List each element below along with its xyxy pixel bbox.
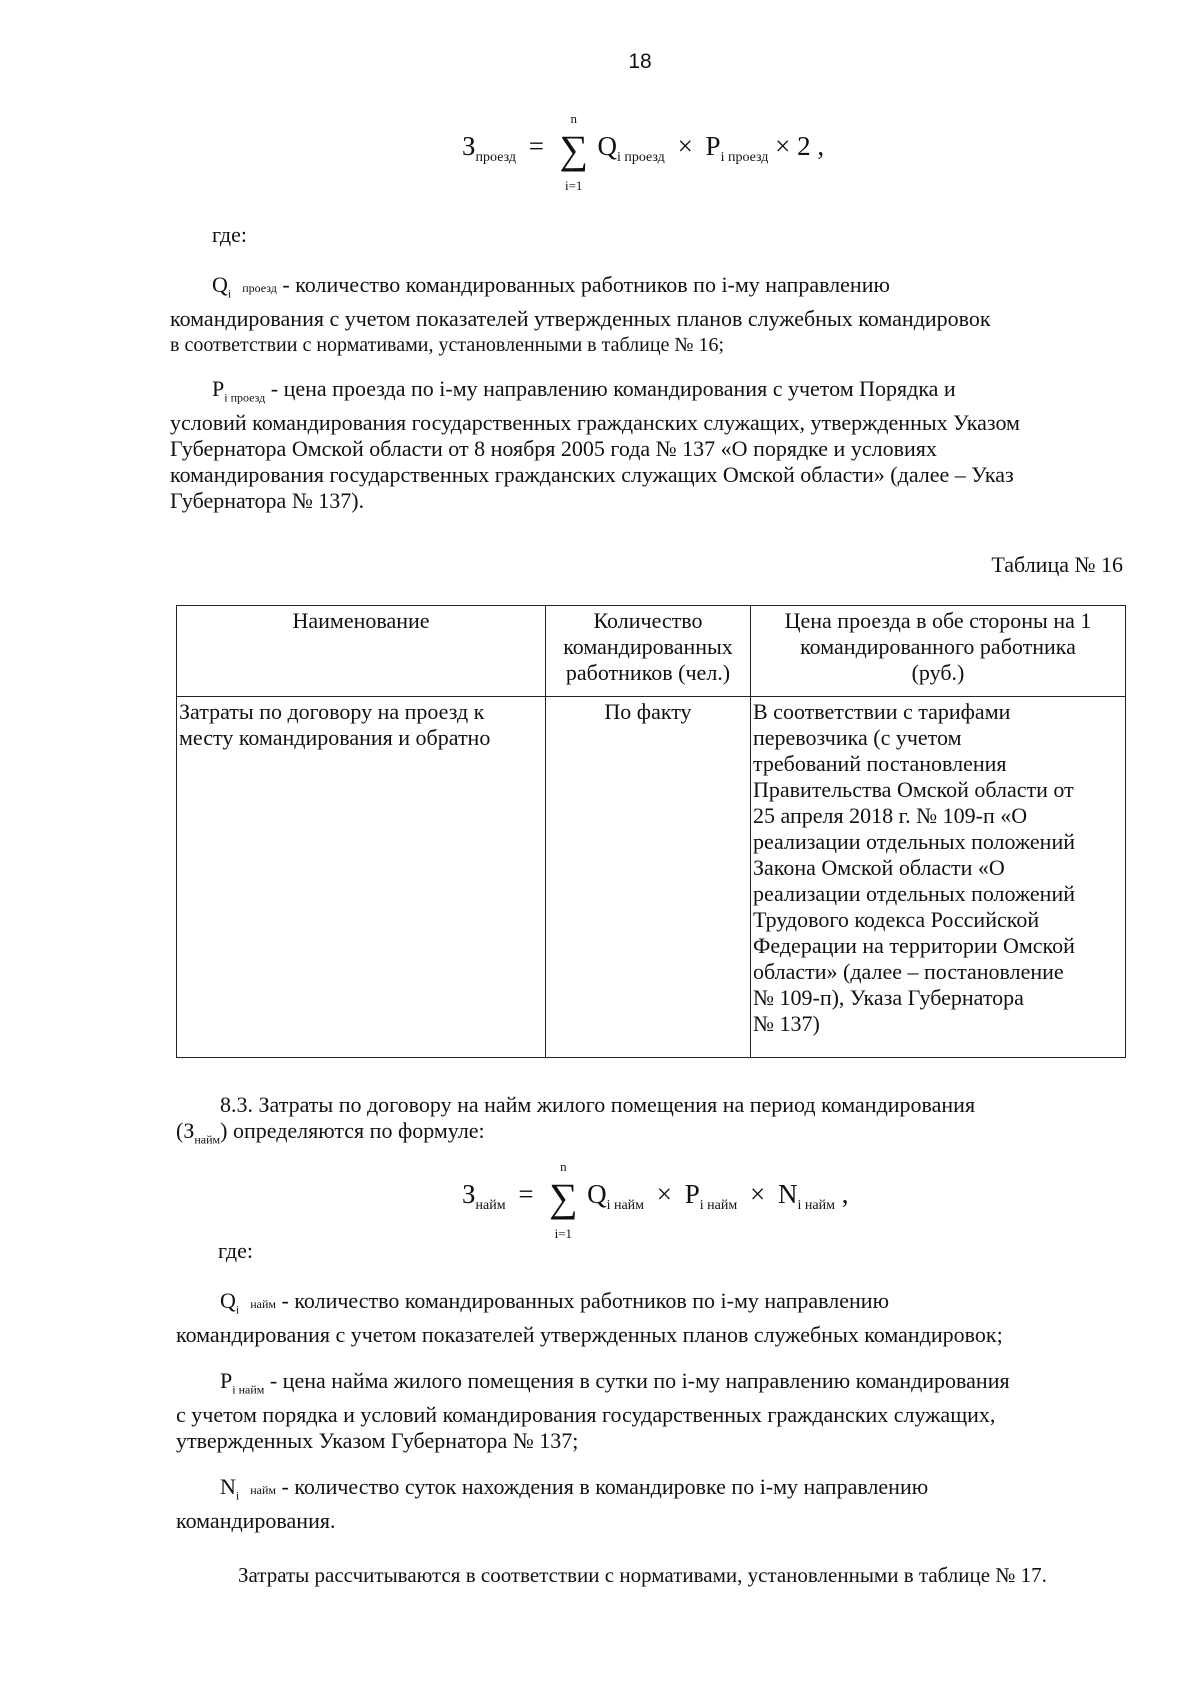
p2-symbol: P <box>220 1368 233 1393</box>
header-count-line: командированных <box>563 634 733 659</box>
sigma-symbol: ∑ n i=1 <box>546 1178 580 1218</box>
header-price-line: командированного работника <box>800 634 1076 659</box>
where-label-1: где: <box>212 222 247 247</box>
header-count <box>546 606 751 697</box>
formula-q-sub: i проезд <box>616 150 665 165</box>
p-def-line-2: условий командирования государственных гражданских служащих, утвержденных Указом <box>170 410 1020 436</box>
header-name <box>177 606 546 697</box>
table-row <box>177 697 1126 1058</box>
n-lodging-definition <box>176 1474 1130 1534</box>
q-travel-definition <box>170 272 1123 358</box>
header-price <box>751 606 1126 697</box>
q-def-line-1 <box>170 272 1123 306</box>
table-16 <box>176 605 1126 1058</box>
cell-price-line: реализации отдельных положений <box>753 829 1075 854</box>
formula-p: P <box>705 131 721 161</box>
section-8-3-line-1: 8.3. Затраты по договору на найм жилого помещения на период командирования <box>220 1092 976 1117</box>
p2-def-line-3: утвержденных Указом Губернатора № 137; <box>176 1428 579 1454</box>
p2-def-line-2: с учетом порядка и условий командирования государственных гражданских служащих, <box>176 1402 996 1428</box>
formula2-lhs-sub: найм <box>475 1198 506 1213</box>
p-def-line-5: Губернатора № 137). <box>170 488 365 514</box>
formula2-p: P <box>684 1179 700 1209</box>
formula2-p-sub: i найм <box>699 1198 738 1213</box>
cell-price-line: требований постановления <box>753 751 1007 776</box>
q-def-text-1: - количество командированных работников по i-му направлению <box>276 272 890 297</box>
cell-price-line: области» (далее – постановление <box>753 959 1064 984</box>
q2-symbol: Q <box>220 1288 236 1313</box>
cell-price-line: 25 апреля 2018 г. № 109-п «О <box>753 803 1028 828</box>
cell-price-line: Правительства Омской области от <box>753 777 1074 802</box>
header-count-line: работников (чел.) <box>565 660 731 685</box>
n2-def-line-2: командирования. <box>176 1508 336 1534</box>
section-8-3-sub: найм <box>194 1132 221 1147</box>
cell-price <box>751 697 1126 1058</box>
formula2-n: N <box>777 1179 798 1209</box>
cell-name-line: месту командирования и обратно <box>179 725 491 750</box>
p-def-text-1: - цена проезда по i-му направлению командирования с учетом Порядка и <box>265 376 956 401</box>
cell-price-line: Федерации на территории Омской <box>753 933 1075 958</box>
n2-sub2: найм <box>250 1483 276 1497</box>
p-def-line-3: Губернатора Омской области от 8 ноября 2005 года № 137 «О порядке и условиях <box>170 436 937 462</box>
cell-count-text: По факту <box>604 699 692 724</box>
header-price-line: (руб.) <box>911 660 965 685</box>
formula2-q: Q <box>587 1179 607 1209</box>
formula-travel <box>462 111 825 193</box>
formula-p-sub: i проезд <box>720 150 769 165</box>
formula-times: × <box>677 131 693 161</box>
sum2-upper-limit: n <box>560 1159 567 1174</box>
header-name-text: Наименование <box>292 608 430 633</box>
q2-sub: i <box>235 1302 240 1317</box>
formula-lhs-sub: проезд <box>475 150 516 165</box>
section-8-3-pre: (З <box>176 1118 195 1143</box>
p2-def-line-1 <box>176 1368 1130 1402</box>
p2-sub: i найм <box>232 1382 265 1397</box>
sum2-lower-limit: i=1 <box>554 1226 573 1241</box>
q2-sub2: найм <box>250 1297 276 1311</box>
header-count-line: Количество <box>593 608 703 633</box>
closing-text: Затраты рассчитываются в соответствии с нормативами, установленными в таблице № 17. <box>238 1563 1047 1587</box>
q-sub2: проезд <box>242 281 277 295</box>
section-8-3-line-2 <box>176 1118 1130 1152</box>
formula2-q-sub: i найм <box>606 1198 645 1213</box>
section-8-3-post: ) определяются по формуле: <box>220 1118 485 1143</box>
formula2-n-sub: i найм <box>797 1198 835 1213</box>
formula2-eq: = <box>518 1179 534 1209</box>
q-sub: i <box>227 286 232 301</box>
cell-price-line: № 137) <box>753 1011 820 1036</box>
p-symbol: P <box>212 376 225 401</box>
where-label-2: где: <box>218 1238 253 1263</box>
table-header-row <box>177 606 1126 697</box>
formula-q: Q <box>597 131 617 161</box>
p-sub: i проезд <box>224 390 266 405</box>
page-number: 18 <box>628 50 652 73</box>
formula2-times: × <box>656 1179 673 1209</box>
cell-price-line: реализации отдельных положений <box>753 881 1075 906</box>
header-price-line: Цена проезда в обе стороны на 1 <box>784 608 1092 633</box>
q2-def-line-1 <box>176 1288 1130 1322</box>
n2-symbol: N <box>220 1474 236 1499</box>
cell-count <box>546 697 751 1058</box>
sum-lower-limit: i=1 <box>564 178 583 193</box>
q-def-line-3: в соответствии с нормативами, установленными в таблице № 16; <box>170 334 725 357</box>
formula-lodging <box>462 1159 849 1241</box>
sum-upper-limit: n <box>570 111 577 126</box>
n2-def-text-1: - количество суток нахождения в командировке по i-му направлению <box>276 1474 929 1499</box>
n2-sub: i <box>235 1488 240 1503</box>
cell-price-line: Трудового кодекса Российской <box>753 907 1040 932</box>
p2-def-text-1: - цена найма жилого помещения в сутки по i-му направлению командирования <box>264 1368 1010 1393</box>
cell-price-line: перевозчика (с учетом <box>753 725 962 750</box>
q-lodging-definition <box>176 1288 1130 1348</box>
formula2-tail: , <box>841 1179 849 1209</box>
cell-name <box>177 697 546 1058</box>
section-8-3 <box>176 1092 1130 1152</box>
q-def-line-2: командирования с учетом показателей утвержденных планов служебных командировок <box>170 306 991 332</box>
formula2-lhs: З <box>462 1179 476 1209</box>
q-symbol: Q <box>212 272 228 297</box>
p-travel-definition <box>170 376 1123 514</box>
formula-lhs: З <box>462 131 476 161</box>
table-caption: Таблица № 16 <box>991 552 1123 577</box>
q2-def-line-2: командирования с учетом показателей утвержденных планов служебных командировок; <box>176 1322 1003 1348</box>
formula-tail: × 2 , <box>775 131 825 161</box>
p-def-line-1 <box>170 376 1123 410</box>
cell-price-line: № 109-п), Указа Губернатора <box>753 985 1024 1010</box>
formula2-times-2: × <box>750 1179 766 1209</box>
p-lodging-definition <box>176 1368 1130 1454</box>
cell-price-line: Закона Омской области «О <box>753 855 1005 880</box>
cell-price-line: В соответствии с тарифами <box>753 699 1011 724</box>
cell-name-line: Затраты по договору на проезд к <box>179 699 485 724</box>
formula-eq: = <box>528 131 544 161</box>
p-def-line-4: командирования государственных гражданских служащих Омской области» (далее – Указ <box>170 462 1014 488</box>
q2-def-text-1: - количество командированных работников по i-му направлению <box>276 1288 890 1313</box>
n2-def-line-1 <box>176 1474 1130 1508</box>
sigma-symbol: ∑ n i=1 <box>557 130 591 170</box>
